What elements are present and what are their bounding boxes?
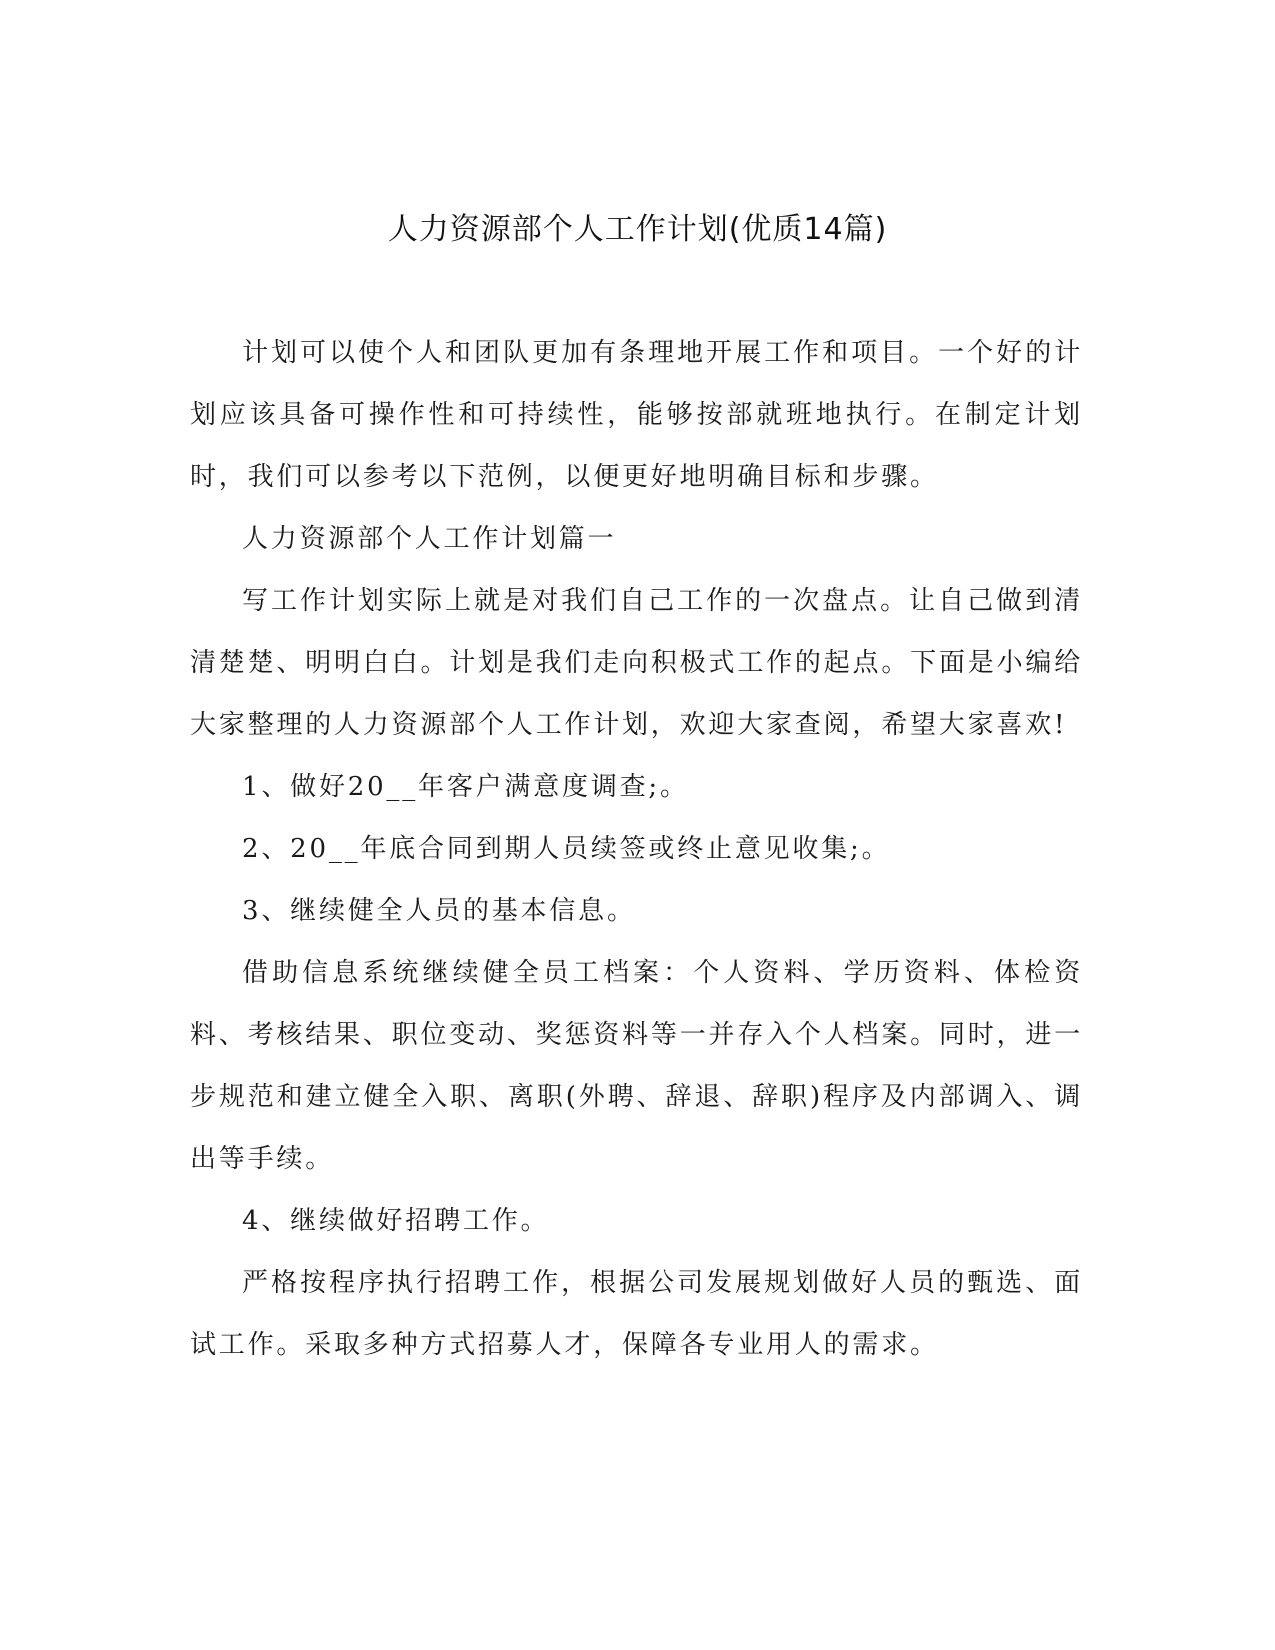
list-item-2: 2、20__年底合同到期人员续签或终止意见收集;。: [242, 834, 891, 864]
section-intro-paragraph: 写工作计划实际上就是对我们自己工作的一次盘点。让自己做到清清楚楚、明明白白。计划是我们走向积极式工作的起点。下面是小编给大家整理的人力资源部个人工作计划，欢迎大家查阅，希望大家喜欢!: [190, 586, 1083, 740]
section-heading: 人力资源部个人工作计划篇一: [242, 524, 617, 554]
intro-paragraph: 计划可以使个人和团队更加有条理地开展工作和项目。一个好的计划应该具备可操作性和可持续性，能够按部就班地执行。在制定计划时，我们可以参考以下范例，以便更好地明确目标和步骤。: [190, 338, 1083, 492]
list-item-4: 4、继续做好招聘工作。: [242, 1206, 550, 1236]
list-item-4-detail: 严格按程序执行招聘工作，根据公司发展规划做好人员的甄选、面试工作。采取多种方式招募人才，保障各专业用人的需求。: [190, 1268, 1083, 1360]
list-item-3: 3、继续健全人员的基本信息。: [242, 896, 636, 926]
list-item-1: 1、做好20__年客户满意度调查;。: [242, 772, 689, 802]
document-title: 人力资源部个人工作计划(优质14篇): [387, 212, 888, 247]
list-item-3-detail: 借助信息系统继续健全员工档案：个人资料、学历资料、体检资料、考核结果、职位变动、奖惩资料等一并存入个人档案。同时，进一步规范和建立健全入职、离职(外聘、辞退、辞职)程序及内部调入、调出等手续。: [190, 958, 1083, 1174]
document-body: [190, 322, 1083, 1376]
